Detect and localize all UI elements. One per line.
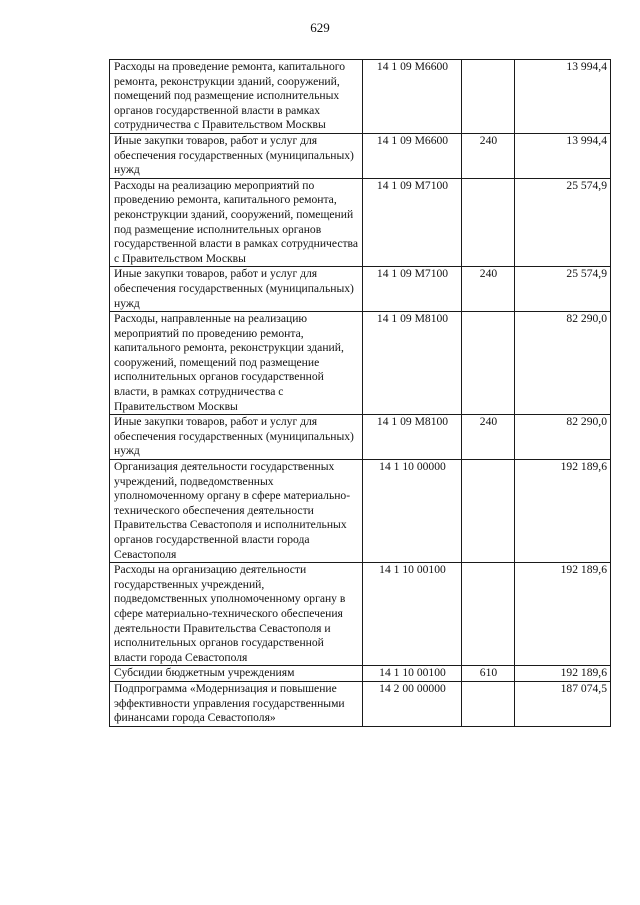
row-expense-type: 240 xyxy=(462,415,515,460)
table-row xyxy=(110,666,611,682)
row-target-code: 14 1 10 00000 xyxy=(363,460,462,563)
row-name: Иные закупки товаров, работ и услуг для обеспечения государственных (муниципальных) нужд xyxy=(110,415,363,460)
row-amount: 82 290,0 xyxy=(515,312,611,415)
row-amount: 13 994,4 xyxy=(515,133,611,178)
row-expense-type xyxy=(462,312,515,415)
row-amount: 192 189,6 xyxy=(515,563,611,666)
row-amount: 13 994,4 xyxy=(515,60,611,134)
row-amount: 192 189,6 xyxy=(515,460,611,563)
table-row xyxy=(110,563,611,666)
table-row xyxy=(110,133,611,178)
row-amount: 187 074,5 xyxy=(515,681,611,726)
table-row xyxy=(110,178,611,267)
row-expense-type: 240 xyxy=(462,133,515,178)
row-name: Расходы, направленные на реализацию мероприятий по проведению ремонта, капитального ремонта, реконструкции зданий, сооружений, помещений под размещение исполнительных органов государственной власти, в рамках сотрудничества с Правительством Москвы xyxy=(110,312,363,415)
row-expense-type: 610 xyxy=(462,666,515,682)
row-name: Иные закупки товаров, работ и услуг для обеспечения государственных (муниципальных) нужд xyxy=(110,267,363,312)
row-target-code: 14 1 10 00100 xyxy=(363,563,462,666)
row-name: Расходы на организацию деятельности государственных учреждений, подведомственных уполномоченному органу в сфере материально-технического обеспечения деятельности Правительства Севастополя и исполнительных органов государственной власти города Севастополя xyxy=(110,563,363,666)
row-target-code: 14 1 09 М7100 xyxy=(363,178,462,267)
budget-table-body xyxy=(110,60,611,727)
row-target-code: 14 1 09 М8100 xyxy=(363,312,462,415)
row-target-code: 14 2 00 00000 xyxy=(363,681,462,726)
row-target-code: 14 1 09 М6600 xyxy=(363,60,462,134)
row-name: Иные закупки товаров, работ и услуг для обеспечения государственных (муниципальных) нужд xyxy=(110,133,363,178)
row-expense-type: 240 xyxy=(462,267,515,312)
row-expense-type xyxy=(462,60,515,134)
row-amount: 25 574,9 xyxy=(515,267,611,312)
row-target-code: 14 1 09 М8100 xyxy=(363,415,462,460)
row-name: Подпрограмма «Модернизация и повышение эффективности управления государственными финансами города Севастополя» xyxy=(110,681,363,726)
budget-table xyxy=(109,59,611,727)
row-target-code: 14 1 09 М7100 xyxy=(363,267,462,312)
row-expense-type xyxy=(462,681,515,726)
row-amount: 192 189,6 xyxy=(515,666,611,682)
page-number: 629 xyxy=(310,20,330,35)
row-name: Расходы на проведение ремонта, капитального ремонта, реконструкции зданий, сооружений, помещений под размещение исполнительных органов государственной власти в рамках сотрудничества с Правительством Москвы xyxy=(110,60,363,134)
row-name: Организация деятельности государственных учреждений, подведомственных уполномоченному органу в сфере материально-технического обеспечения деятельности Правительства Севастополя и исполнительных органов государственной власти города Севастополя xyxy=(110,460,363,563)
table-row xyxy=(110,60,611,134)
table-row xyxy=(110,267,611,312)
table-row xyxy=(110,460,611,563)
row-expense-type xyxy=(462,563,515,666)
row-expense-type xyxy=(462,460,515,563)
row-amount: 25 574,9 xyxy=(515,178,611,267)
row-name: Расходы на реализацию мероприятий по проведению ремонта, капитального ремонта, реконструкции зданий, сооружений, помещений под размещение исполнительных органов государственной власти в рамках сотрудничества с Правительством Москвы xyxy=(110,178,363,267)
row-amount: 82 290,0 xyxy=(515,415,611,460)
table-row xyxy=(110,681,611,726)
table-row xyxy=(110,312,611,415)
row-name: Субсидии бюджетным учреждениям xyxy=(110,666,363,682)
row-target-code: 14 1 10 00100 xyxy=(363,666,462,682)
row-expense-type xyxy=(462,178,515,267)
row-target-code: 14 1 09 М6600 xyxy=(363,133,462,178)
table-row xyxy=(110,415,611,460)
